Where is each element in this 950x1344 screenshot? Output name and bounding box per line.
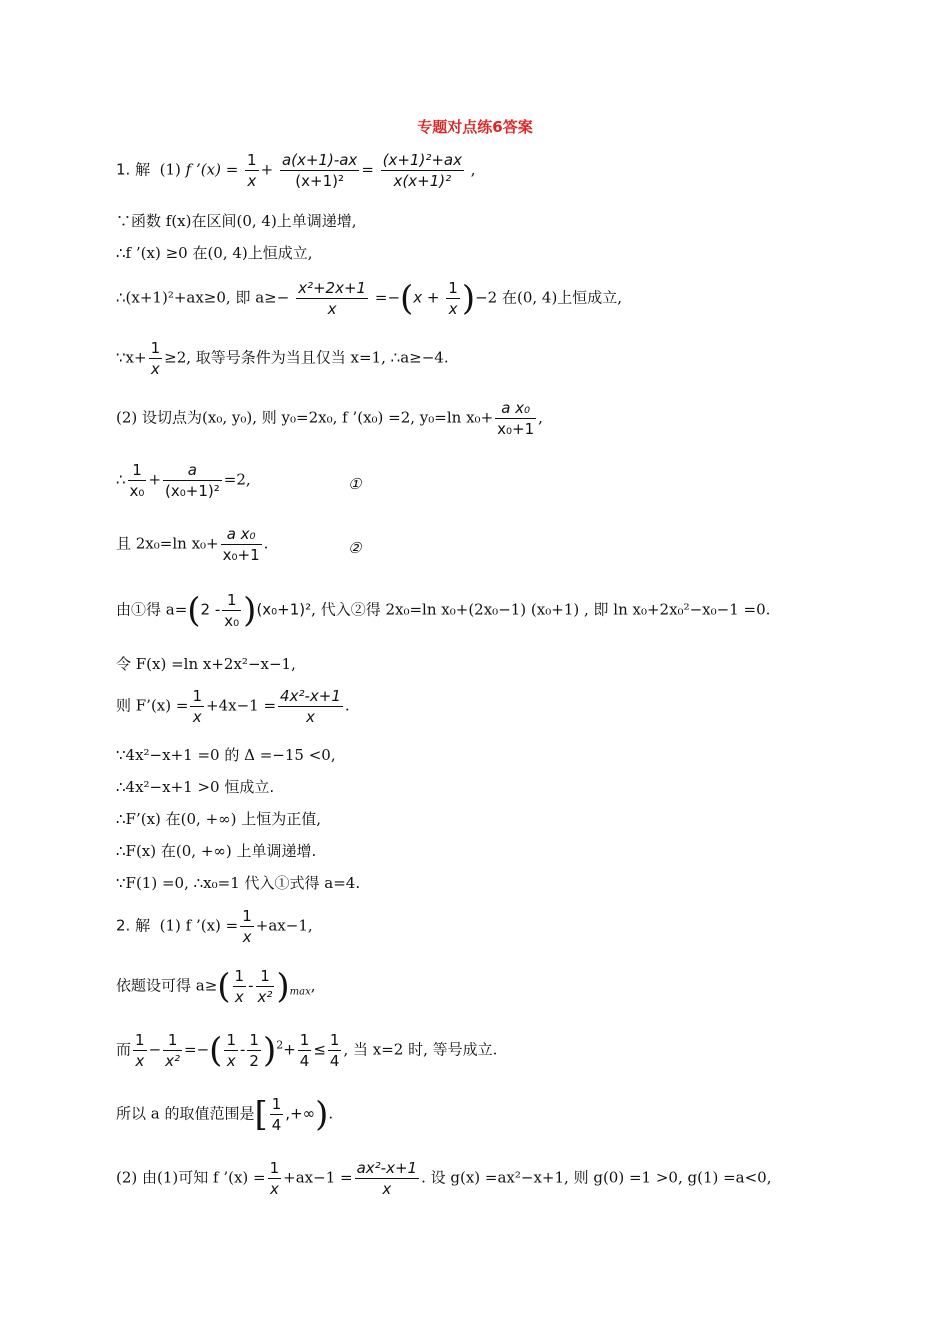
fraction: $\frac{\text{x²+2x+1}}{x}$ [298, 279, 367, 318]
answer-1-line-6: (2) 设切点为(x₀, y₀), 则 y₀=2x₀, f ’(x₀) =2, y₀=ln x₀+ $\frac{\text{a x₀}}{\text{x₀+1}}$ , [116, 399, 543, 438]
answer-2-line-4: 所以 a 的取值范围是[ $\frac{1}{4}$ ,+∞). [116, 1094, 334, 1135]
fraction: $\frac{1}{4}$ [271, 1095, 282, 1134]
fraction: $\frac{1}{4}$ [299, 1031, 310, 1070]
fraction: $\frac{1}{x}$ [234, 967, 245, 1006]
answer-1-line-15: ∴F(x) 在(0, +∞) 上单调递增. [116, 842, 317, 860]
answer-1-line-1: 1. 解 (1) f ’(x) = $\frac{1}{x}$ + $\frac{a(x+1)-ax}{\text{(x+1)²}}$ = $\frac{\text{(x+1)²+ax}}{\text{x(x+1)²}}$ , [116, 151, 476, 190]
equation-label-2: ② [348, 539, 362, 557]
answer-2-line-3: 而 $\frac{1}{x}$ − $\frac{1}{\text{x²}}$ =−( $\frac{1}{x}$ - $\frac{1}{2}$ )$^2$+ $\frac{1}{4}$ ≤ $\frac{1}{4}$ , 当 x=2 时, 等号成立. [116, 1030, 498, 1071]
answer-1-line-7: ∴ $\frac{1}{\text{x₀}}$ + $\frac{a}{\text{(x₀+1)²}}$ =2, [116, 461, 251, 500]
answer-2-line-1: 2. 解 (1) f ’(x) = $\frac{1}{x}$ +ax−1, [116, 907, 313, 946]
fraction: $\frac{\text{a x₀}}{\text{x₀+1}}$ [222, 525, 260, 564]
answer-1-line-13: ∴4x²−x+1 >0 恒成立. [116, 778, 275, 796]
answer-2-line-2: 依题设可得 a≥( $\frac{1}{x}$ - $\frac{1}{\text{x²}}$ )$_{max}$, [116, 966, 316, 1007]
fraction: $\frac{1}{x}$ [242, 907, 252, 946]
fraction: $\frac{1}{\text{x₀}}$ [224, 591, 240, 630]
fraction: $\frac{1}{x}$ [269, 1159, 280, 1198]
answer-1-line-9: 由①得 a=(2 - $\frac{1}{\text{x₀}}$ )(x₀+1)², 代入②得 2x₀=ln x₀+(2x₀−1) (x₀+1) , 即 ln x₀+2x₀²−x₀−1 =0. [116, 590, 771, 631]
fraction: $\frac{1}{x}$ [192, 687, 202, 726]
answer-1-line-5: ∵x+ $\frac{1}{x}$ ≥2, 取等号条件为当且仅当 x=1, ∴a≥−4. [116, 339, 449, 378]
fraction: $\frac{1}{x}$ [135, 1031, 145, 1070]
fraction: $\frac{1}{x}$ [226, 1031, 236, 1070]
fraction: $\frac{\text{a x₀}}{\text{x₀+1}}$ [497, 399, 535, 438]
fraction: $\frac{a}{\text{(x₀+1)²}}$ [165, 461, 220, 500]
answer-1-line-4: ∴(x+1)²+ax≥0, 即 a≥− $\frac{\text{x²+2x+1}}{x}$ =−(x + $\frac{1}{x}$ )−2 在(0, 4)上恒成立, [116, 278, 623, 319]
fraction: $\frac{1}{2}$ [249, 1031, 259, 1070]
fraction: $\frac{1}{x}$ [247, 151, 257, 190]
answer-1-line-14: ∴F’(x) 在(0, +∞) 上恒为正值, [116, 810, 322, 828]
fraction: $\frac{1}{\text{x²}}$ [165, 1031, 181, 1070]
answer-1-line-12: ∵4x²−x+1 =0 的 Δ =−15 <0, [116, 746, 336, 764]
fraction: $\frac{1}{4}$ [329, 1031, 340, 1070]
answer-1-line-16: ∵F(1) =0, ∴x₀=1 代入①式得 a=4. [116, 874, 361, 892]
fraction: $\frac{\text{4x²-x+1}}{x}$ [280, 687, 341, 726]
answer-1-line-3: ∴f ’(x) ≥0 在(0, 4)上恒成立, [116, 244, 313, 262]
answer-1-line-10: 令 F(x) =ln x+2x²−x−1, [116, 655, 296, 673]
fraction: $\frac{1}{x}$ [150, 339, 161, 378]
page-title: 专题对点练6答案 [417, 118, 533, 136]
answer-1-line-11: 则 F’(x) = $\frac{1}{x}$ +4x−1 = $\frac{\text{4x²-x+1}}{x}$ . [116, 687, 350, 726]
answer-2-line-5: (2) 由(1)可知 f ’(x) = $\frac{1}{x}$ +ax−1 = $\frac{\text{ax²-x+1}}{x}$ . 设 g(x) =ax²−x+1, 则 g(0) =1 >0, g(1) =a<0, [116, 1159, 772, 1198]
fraction: $\frac{\text{ax²-x+1}}{x}$ [356, 1159, 418, 1198]
equation-label-1: ① [348, 475, 362, 493]
fraction: $\frac{1}{\text{x²}}$ [257, 967, 273, 1006]
fraction: $\frac{1}{x}$ [448, 279, 458, 318]
answer-1-line-8: 且 2x₀=ln x₀+ $\frac{\text{a x₀}}{\text{x₀+1}}$ . [116, 525, 269, 564]
answer-1-line-2: ∵函数 f(x)在区间(0, 4)上单调递增, [116, 212, 357, 230]
fraction: $\frac{1}{\text{x₀}}$ [129, 461, 145, 500]
fraction: $\frac{a(x+1)-ax}{\text{(x+1)²}}$ [281, 151, 358, 190]
fraction: $\frac{\text{(x+1)²+ax}}{\text{x(x+1)²}}$ [382, 151, 462, 190]
